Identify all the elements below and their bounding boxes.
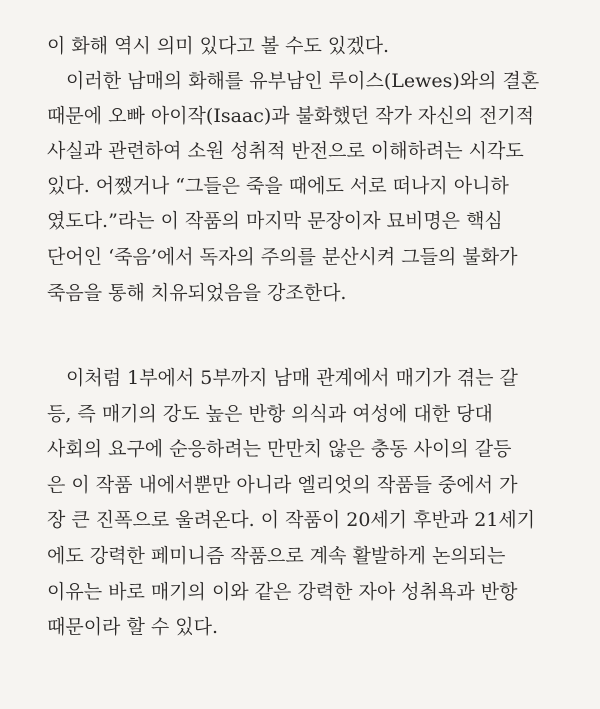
text-line: 단어인 ‘죽음’에서 독자의 주의를 분산시켜 그들의 불화가 [47,246,518,268]
text-line: 사회의 요구에 순응하려는 만만치 않은 충동 사이의 갈등 [47,438,512,460]
text-line: 때문이라 할 수 있다. [47,616,218,638]
text-line: 장 큰 진폭으로 울려온다. 이 작품이 20세기 후반과 21세기 [47,509,536,531]
text-line: 였도다.”라는 이 작품의 마지막 문장이자 묘비명은 핵심 [47,210,503,232]
text-line: 은 이 작품 내에서뿐만 아니라 엘리엇의 작품들 중에서 가 [47,474,518,496]
text-line: 사실과 관련하여 소원 성취적 반전으로 이해하려는 시각도 [47,140,524,162]
text-line: 이 화해 역시 의미 있다고 볼 수도 있겠다. [47,35,389,57]
text-line: 있다. 어쨌거나 “그들은 죽을 때에도 서로 떠나지 아니하 [47,175,509,197]
text-line: 등, 즉 매기의 강도 높은 반항 의식과 여성에 대한 당대 [47,403,493,425]
text-line: 에도 강력한 페미니즘 작품으로 계속 활발하게 논의되는 [47,545,506,567]
text-line: 이처럼 1부에서 5부까지 남매 관계에서 매기가 겪는 갈 [66,367,518,389]
text-line: 이러한 남매의 화해를 유부남인 루이스(Lewes)와의 결혼 [66,70,540,92]
text-line: 때문에 오빠 아이작(Isaac)과 불화했던 작가 자신의 전기적 [47,105,535,127]
text-line: 죽음을 통해 치유되었음을 강조한다. [47,282,347,304]
text-line: 이유는 바로 매기의 이와 같은 강력한 자아 성취욕과 반항 [47,581,518,603]
